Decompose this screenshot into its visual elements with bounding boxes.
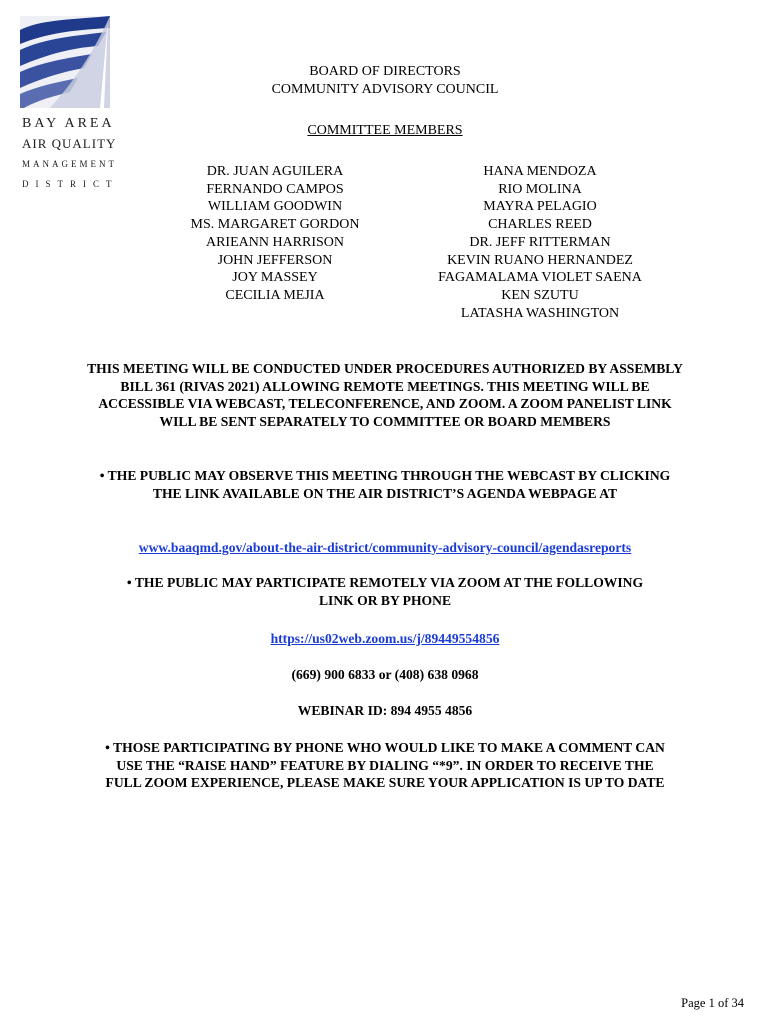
board-title: BOARD OF DIRECTORS [309, 64, 461, 79]
logo-line-1: BAY AREA [22, 116, 115, 131]
members-left-column [160, 163, 390, 305]
meeting-notice: THIS MEETING WILL BE CONDUCTED UNDER PROCEDURES AUTHORIZED BY ASSEMBLY BILL 361 (RIVAS 2021) ALLOWING REMOTE MEETINGS. THIS MEETING WILL BE ACCESSIBLE VIA WEBCAST, TELECONFERENCE, AND ZOOM. A ZOOM PANELIST LINK WILL BE SENT SEPARATELY TO COMMITTEE OR BOARD MEMBERS [87, 361, 683, 430]
page-number: Page 1 of 34 [681, 996, 744, 1010]
webinar-id: WEBINAR ID: 894 4955 4856 [297, 703, 473, 718]
phone-comment-notice: • THOSE PARTICIPATING BY PHONE WHO WOULD LIKE TO MAKE A COMMENT CAN USE THE “RAISE HAND” FEATURE BY DIALING “*9”. IN ORDER TO RECEIVE THE FULL ZOOM EXPERIENCE, PLEASE MAKE SURE YOUR APPLICATION IS UP TO DATE [105, 740, 665, 791]
member-name: FERNANDO CAMPOS [206, 181, 344, 197]
committee-members-heading [0, 122, 770, 140]
committee-members-label: COMMITTEE MEMBERS [307, 123, 463, 138]
agenda-webpage-link[interactable]: www.baaqmd.gov/about-the-air-district/community-advisory-council/agendasreports [138, 540, 632, 555]
logo-line-4: DISTRICT [22, 179, 119, 189]
logo-line-3: MANAGEMENT [22, 159, 117, 169]
member-name: CHARLES REED [488, 217, 592, 233]
council-title: COMMUNITY ADVISORY COUNCIL [271, 82, 499, 97]
webcast-notice: • THE PUBLIC MAY OBSERVE THIS MEETING THROUGH THE WEBCAST BY CLICKING THE LINK AVAILABLE ON THE AIR DISTRICT’S AGENDA WEBPAGE AT [99, 468, 671, 501]
member-name: RIO MOLINA [498, 181, 582, 197]
zoom-notice: • THE PUBLIC MAY PARTICIPATE REMOTELY VIA ZOOM AT THE FOLLOWING LINK OR BY PHONE [126, 575, 644, 608]
member-name: HANA MENDOZA [483, 164, 597, 179]
member-name: WILLIAM GOODWIN [207, 199, 343, 215]
logo-line-2: AIR QUALITY [22, 136, 117, 151]
member-name: JOHN JEFFERSON [217, 252, 333, 268]
member-name: DR. JUAN AGUILERA [206, 164, 344, 179]
member-name: DR. JEFF RITTERMAN [469, 234, 611, 250]
member-name: FAGAMALAMA VIOLET SAENA [438, 270, 642, 286]
zoom-link-row [0, 630, 770, 648]
members-right-column [420, 163, 660, 322]
zoom-meeting-link[interactable]: https://us02web.zoom.us/j/89449554856 [270, 631, 500, 646]
member-name: KEVIN RUANO HERNANDEZ [447, 252, 633, 268]
member-name: KEN SZUTU [501, 287, 579, 303]
member-name: JOY MASSEY [232, 270, 318, 286]
member-name: LATASHA WASHINGTON [460, 305, 620, 321]
member-name: CECILIA MEJIA [225, 287, 325, 303]
member-name: MAYRA PELAGIO [483, 199, 597, 215]
webcast-link-row [0, 539, 770, 557]
phone-numbers: (669) 900 6833 or (408) 638 0968 [291, 667, 479, 682]
member-name: MS. MARGARET GORDON [190, 217, 360, 233]
member-name: ARIEANN HARRISON [205, 234, 345, 250]
